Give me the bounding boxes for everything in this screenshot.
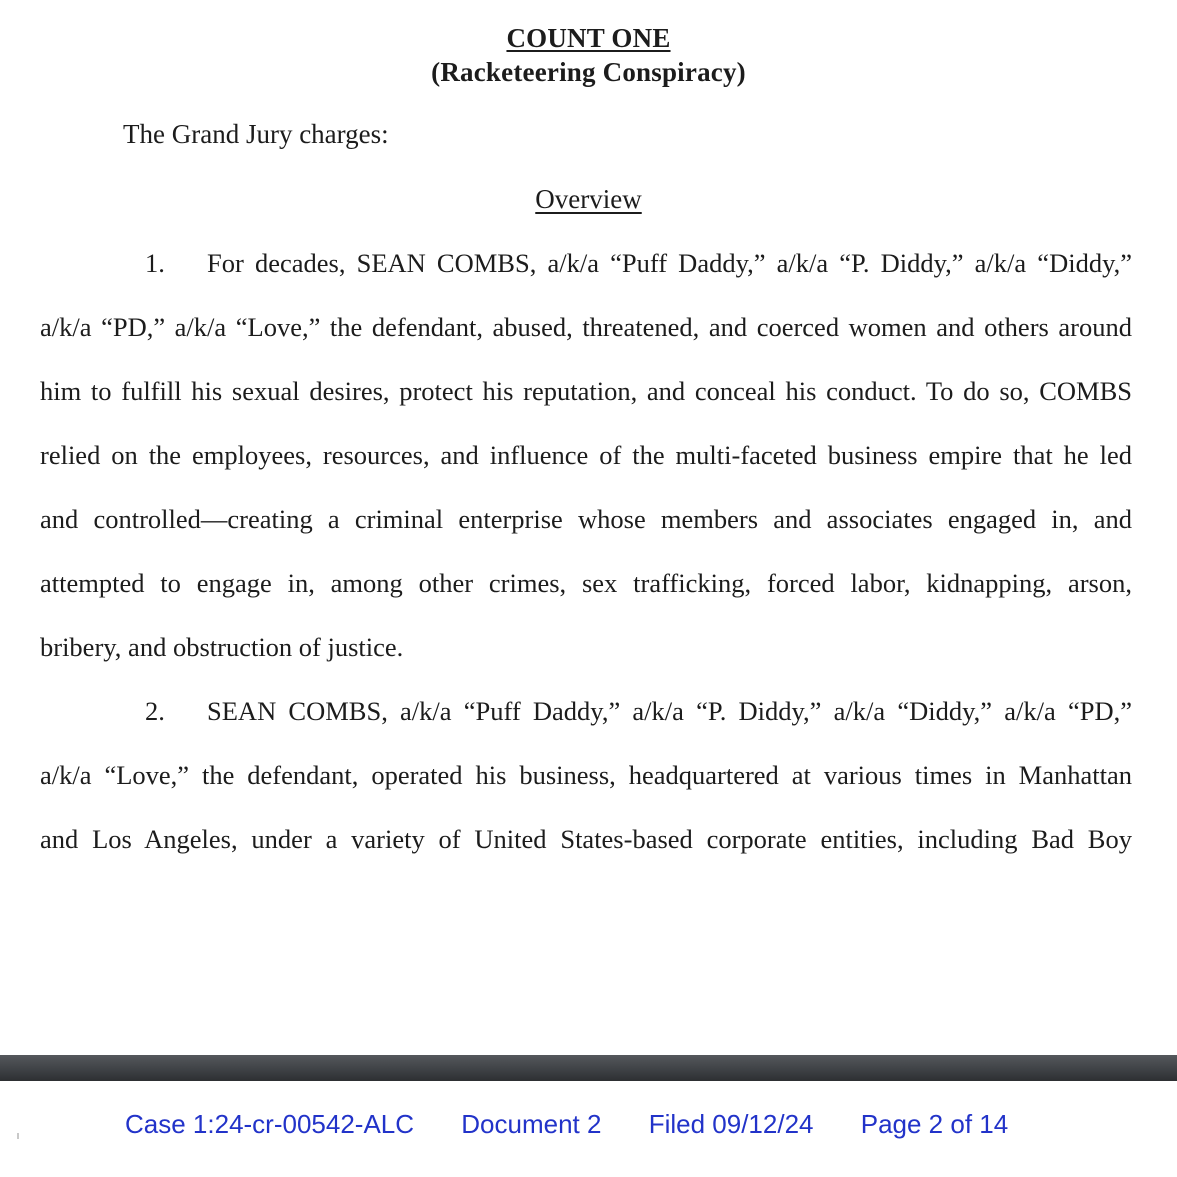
count-title: COUNT ONE	[506, 23, 671, 53]
paragraph-1-line-7: bribery, and obstruction of justice.	[40, 632, 404, 662]
count-subtitle: (Racketeering Conspiracy)	[431, 57, 746, 87]
footer	[0, 1055, 1177, 1177]
paragraph-1-line-3: him to fulfill his sexual desires, protect his reputation, and conceal his conduct. To do so, COMBS	[40, 376, 1132, 406]
footer-bar	[0, 1055, 1177, 1081]
intro-text: The Grand Jury charges:	[123, 119, 389, 149]
page-number: Page 2 of 14	[860, 1109, 1009, 1139]
section-heading-text: Overview	[535, 184, 642, 214]
case-info	[125, 1108, 1008, 1140]
paragraph-1-number: 1.	[145, 248, 165, 278]
paragraph-2-number: 2.	[145, 696, 165, 726]
paragraph-1-line-6: attempted to engage in, among other crimes, sex trafficking, forced labor, kidnapping, arson,	[40, 568, 1132, 598]
paragraph-2-line-1	[145, 695, 1132, 727]
paragraph-1-line-5: and controlled—creating a criminal enterprise whose members and associates engaged in, and	[40, 504, 1132, 534]
paragraph-2-line-1-text: SEAN COMBS, a/k/a “Puff Daddy,” a/k/a “P. Diddy,” a/k/a “Diddy,” a/k/a “PD,”	[207, 696, 1132, 726]
paragraph-1-line-1	[145, 247, 1132, 279]
section-heading	[0, 183, 1177, 215]
paragraph-1-line-2: a/k/a “PD,” a/k/a “Love,” the defendant, abused, threatened, and coerced women and others around	[40, 312, 1132, 342]
paragraph-1-line-1-text: For decades, SEAN COMBS, a/k/a “Puff Daddy,” a/k/a “P. Diddy,” a/k/a “Diddy,”	[207, 248, 1132, 278]
case-number: Case 1:24-cr-00542-ALC	[125, 1109, 415, 1139]
paragraph-2-line-2: a/k/a “Love,” the defendant, operated his business, headquartered at various times in Manhattan	[40, 760, 1132, 790]
filed-date: Filed 09/12/24	[648, 1109, 814, 1139]
scan-mark	[17, 1133, 19, 1139]
document-number: Document 2	[461, 1109, 602, 1139]
paragraph-2-line-3: and Los Angeles, under a variety of United States-based corporate entities, including Bad Boy	[40, 824, 1132, 854]
paragraph-1-line-4: relied on the employees, resources, and influence of the multi-faceted business empire that he led	[40, 440, 1132, 470]
